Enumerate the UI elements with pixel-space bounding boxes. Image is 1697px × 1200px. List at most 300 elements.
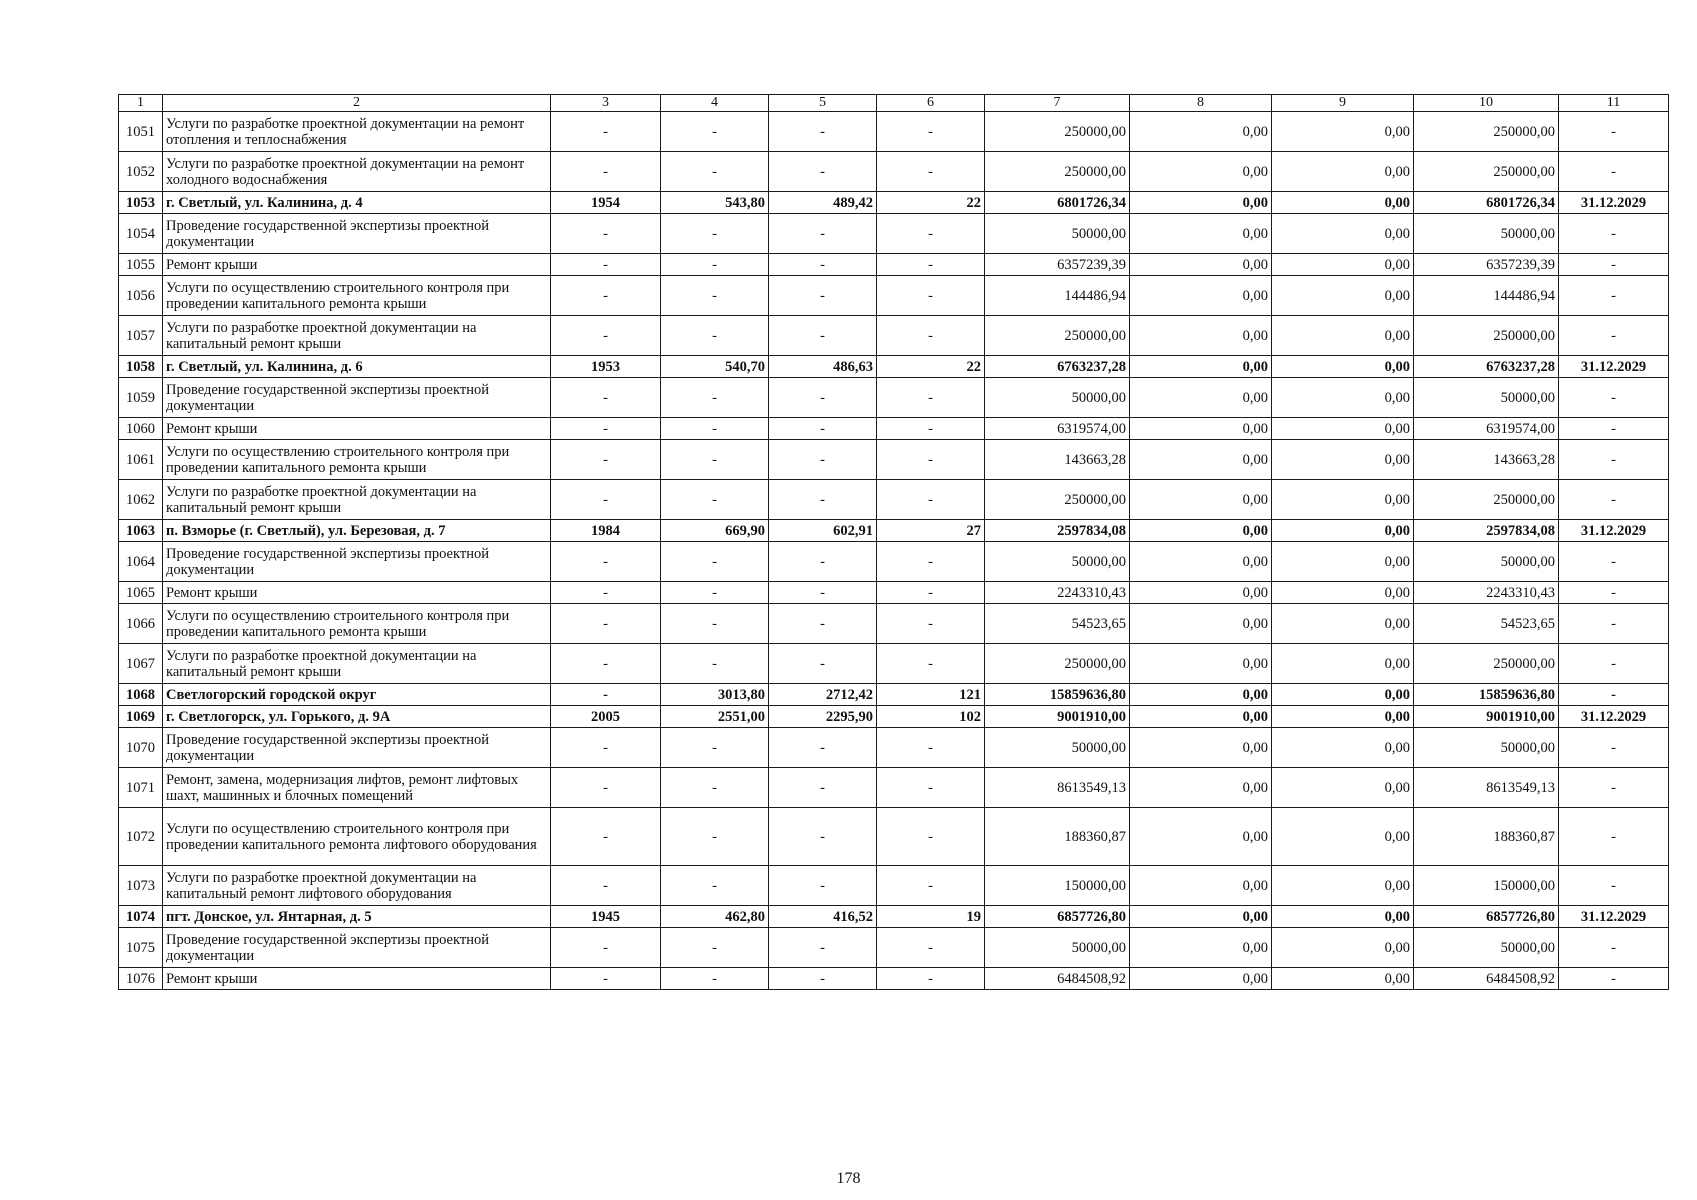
row-number: 1053 [119,192,163,214]
deadline-cell: - [1559,928,1669,968]
residents-cell: - [877,542,985,582]
item-name: Услуги по разработке проектной документации на капитальный ремонт крыши [163,316,551,356]
residents-cell: 27 [877,520,985,542]
residents-cell: - [877,768,985,808]
column-header: 3 [551,95,661,112]
row-number: 1052 [119,152,163,192]
area-total-cell: - [661,604,769,644]
owners-cell: 6763237,28 [1414,356,1559,378]
residents-cell: - [877,968,985,990]
column-header: 11 [1559,95,1669,112]
budget-cell: 0,00 [1272,276,1414,316]
area-living-cell: - [769,152,877,192]
budget-cell: 0,00 [1272,968,1414,990]
residents-cell: - [877,214,985,254]
budget-cell: 0,00 [1272,440,1414,480]
area-living-cell: 2712,42 [769,684,877,706]
row-number: 1057 [119,316,163,356]
owners-cell: 15859636,80 [1414,684,1559,706]
residents-cell: - [877,644,985,684]
deadline-cell: - [1559,440,1669,480]
year-cell: - [551,254,661,276]
residents-cell: 22 [877,192,985,214]
budget-cell: 0,00 [1272,866,1414,906]
year-cell: 1954 [551,192,661,214]
area-living-cell: - [769,440,877,480]
owners-cell: 2597834,08 [1414,520,1559,542]
item-name: Ремонт крыши [163,418,551,440]
budget-cell: 0,00 [1272,906,1414,928]
budget-cell: 0,00 [1272,520,1414,542]
area-living-cell: - [769,928,877,968]
table-row [119,644,1669,684]
cost-total-cell: 6484508,92 [985,968,1130,990]
budget-cell: 0,00 [1272,214,1414,254]
cost-total-cell: 6319574,00 [985,418,1130,440]
item-name: г. Светлогорск, ул. Горького, д. 9А [163,706,551,728]
row-number: 1069 [119,706,163,728]
fund-cell: 0,00 [1130,866,1272,906]
area-living-cell: - [769,808,877,866]
area-total-cell: - [661,968,769,990]
fund-cell: 0,00 [1130,356,1272,378]
year-cell: 1953 [551,356,661,378]
table-row [119,112,1669,152]
table-row [119,808,1669,866]
row-number: 1060 [119,418,163,440]
owners-cell: 8613549,13 [1414,768,1559,808]
cost-total-cell: 150000,00 [985,866,1130,906]
deadline-cell: - [1559,112,1669,152]
data-table [118,94,1669,990]
area-living-cell: - [769,480,877,520]
item-name: Услуги по разработке проектной документации на ремонт отопления и теплоснабжения [163,112,551,152]
deadline-cell: - [1559,582,1669,604]
cost-total-cell: 50000,00 [985,928,1130,968]
budget-cell: 0,00 [1272,542,1414,582]
owners-cell: 54523,65 [1414,604,1559,644]
fund-cell: 0,00 [1130,440,1272,480]
fund-cell: 0,00 [1130,968,1272,990]
area-total-cell: - [661,928,769,968]
deadline-cell: - [1559,542,1669,582]
owners-cell: 144486,94 [1414,276,1559,316]
column-header: 4 [661,95,769,112]
item-name: Ремонт крыши [163,582,551,604]
budget-cell: 0,00 [1272,644,1414,684]
residents-cell: - [877,418,985,440]
year-cell: - [551,684,661,706]
table-row [119,928,1669,968]
row-number: 1055 [119,254,163,276]
year-cell: - [551,480,661,520]
table-row [119,356,1669,378]
budget-cell: 0,00 [1272,706,1414,728]
deadline-cell: 31.12.2029 [1559,192,1669,214]
deadline-cell: - [1559,254,1669,276]
year-cell: - [551,928,661,968]
residents-cell: - [877,254,985,276]
fund-cell: 0,00 [1130,378,1272,418]
row-number: 1072 [119,808,163,866]
cost-total-cell: 15859636,80 [985,684,1130,706]
area-total-cell: 543,80 [661,192,769,214]
table-row [119,418,1669,440]
year-cell: - [551,152,661,192]
deadline-cell: - [1559,378,1669,418]
deadline-cell: 31.12.2029 [1559,356,1669,378]
fund-cell: 0,00 [1130,542,1272,582]
fund-cell: 0,00 [1130,214,1272,254]
item-name: г. Светлый, ул. Калинина, д. 4 [163,192,551,214]
item-name: Услуги по осуществлению строительного контроля при проведении капитального ремонта крыши [163,276,551,316]
deadline-cell: - [1559,480,1669,520]
row-number: 1071 [119,768,163,808]
row-number: 1051 [119,112,163,152]
cost-total-cell: 250000,00 [985,644,1130,684]
table-row [119,604,1669,644]
year-cell: - [551,316,661,356]
residents-cell: - [877,604,985,644]
cost-total-cell: 250000,00 [985,152,1130,192]
area-living-cell: - [769,768,877,808]
residents-cell: - [877,316,985,356]
item-name: Услуги по разработке проектной документации на ремонт холодного водоснабжения [163,152,551,192]
document-sheet [118,94,1668,1140]
budget-cell: 0,00 [1272,316,1414,356]
fund-cell: 0,00 [1130,276,1272,316]
deadline-cell: 31.12.2029 [1559,906,1669,928]
area-living-cell: 602,91 [769,520,877,542]
cost-total-cell: 6763237,28 [985,356,1130,378]
column-header: 10 [1414,95,1559,112]
year-cell: - [551,604,661,644]
item-name: Проведение государственной экспертизы проектной документации [163,214,551,254]
table-row [119,684,1669,706]
row-number: 1061 [119,440,163,480]
row-number: 1063 [119,520,163,542]
cost-total-cell: 143663,28 [985,440,1130,480]
year-cell: - [551,542,661,582]
owners-cell: 250000,00 [1414,480,1559,520]
year-cell: - [551,378,661,418]
page-number: 178 [836,1170,861,1187]
item-name: Услуги по осуществлению строительного контроля при проведении капитального ремонта лифтового оборудования [163,808,551,866]
year-cell: - [551,866,661,906]
area-total-cell: 2551,00 [661,706,769,728]
row-number: 1076 [119,968,163,990]
item-name: Ремонт крыши [163,968,551,990]
owners-cell: 2243310,43 [1414,582,1559,604]
column-header: 6 [877,95,985,112]
table-row [119,768,1669,808]
deadline-cell: - [1559,808,1669,866]
table-row [119,254,1669,276]
budget-cell: 0,00 [1272,152,1414,192]
fund-cell: 0,00 [1130,418,1272,440]
cost-total-cell: 6357239,39 [985,254,1130,276]
area-total-cell: - [661,112,769,152]
area-living-cell: - [769,604,877,644]
budget-cell: 0,00 [1272,112,1414,152]
year-cell: - [551,808,661,866]
budget-cell: 0,00 [1272,356,1414,378]
owners-cell: 50000,00 [1414,542,1559,582]
row-number: 1054 [119,214,163,254]
row-number: 1065 [119,582,163,604]
budget-cell: 0,00 [1272,684,1414,706]
year-cell: - [551,418,661,440]
owners-cell: 250000,00 [1414,316,1559,356]
year-cell: - [551,214,661,254]
item-name: Услуги по осуществлению строительного контроля при проведении капитального ремонта крыши [163,604,551,644]
budget-cell: 0,00 [1272,192,1414,214]
year-cell: 1984 [551,520,661,542]
area-living-cell: - [769,112,877,152]
fund-cell: 0,00 [1130,480,1272,520]
area-total-cell: 462,80 [661,906,769,928]
fund-cell: 0,00 [1130,644,1272,684]
item-name: Услуги по разработке проектной документации на капитальный ремонт крыши [163,644,551,684]
area-total-cell: 540,70 [661,356,769,378]
area-living-cell: - [769,582,877,604]
owners-cell: 250000,00 [1414,644,1559,684]
area-total-cell: 669,90 [661,520,769,542]
owners-cell: 150000,00 [1414,866,1559,906]
area-total-cell: - [661,644,769,684]
table-body [119,95,1669,990]
column-header: 7 [985,95,1130,112]
item-name: Светлогорский городской округ [163,684,551,706]
area-living-cell: 486,63 [769,356,877,378]
fund-cell: 0,00 [1130,706,1272,728]
column-header: 5 [769,95,877,112]
budget-cell: 0,00 [1272,480,1414,520]
item-name: Проведение государственной экспертизы проектной документации [163,928,551,968]
fund-cell: 0,00 [1130,906,1272,928]
owners-cell: 6484508,92 [1414,968,1559,990]
row-number: 1073 [119,866,163,906]
table-row [119,378,1669,418]
area-total-cell: 3013,80 [661,684,769,706]
residents-cell: 102 [877,706,985,728]
fund-cell: 0,00 [1130,684,1272,706]
cost-total-cell: 8613549,13 [985,768,1130,808]
owners-cell: 143663,28 [1414,440,1559,480]
row-number: 1056 [119,276,163,316]
table-row [119,968,1669,990]
owners-cell: 9001910,00 [1414,706,1559,728]
budget-cell: 0,00 [1272,808,1414,866]
cost-total-cell: 6857726,80 [985,906,1130,928]
table-row [119,152,1669,192]
residents-cell: - [877,728,985,768]
owners-cell: 50000,00 [1414,728,1559,768]
area-living-cell: - [769,728,877,768]
owners-cell: 6857726,80 [1414,906,1559,928]
item-name: Услуги по разработке проектной документации на капитальный ремонт крыши [163,480,551,520]
table-row [119,276,1669,316]
budget-cell: 0,00 [1272,604,1414,644]
area-total-cell: - [661,582,769,604]
area-total-cell: - [661,276,769,316]
fund-cell: 0,00 [1130,768,1272,808]
budget-cell: 0,00 [1272,768,1414,808]
deadline-cell: - [1559,214,1669,254]
area-living-cell: - [769,276,877,316]
fund-cell: 0,00 [1130,728,1272,768]
area-living-cell: 489,42 [769,192,877,214]
cost-total-cell: 50000,00 [985,542,1130,582]
area-total-cell: - [661,316,769,356]
item-name: Проведение государственной экспертизы проектной документации [163,378,551,418]
owners-cell: 50000,00 [1414,214,1559,254]
area-living-cell: - [769,214,877,254]
row-number: 1075 [119,928,163,968]
deadline-cell: - [1559,728,1669,768]
column-header: 1 [119,95,163,112]
residents-cell: - [877,582,985,604]
fund-cell: 0,00 [1130,604,1272,644]
table-row [119,582,1669,604]
table-row [119,906,1669,928]
year-cell: - [551,728,661,768]
area-total-cell: - [661,480,769,520]
table-row [119,440,1669,480]
cost-total-cell: 50000,00 [985,378,1130,418]
row-number: 1058 [119,356,163,378]
budget-cell: 0,00 [1272,928,1414,968]
cost-total-cell: 50000,00 [985,728,1130,768]
header-row [119,95,1669,112]
area-total-cell: - [661,728,769,768]
area-living-cell: - [769,542,877,582]
area-living-cell: - [769,968,877,990]
table-row [119,316,1669,356]
residents-cell: - [877,378,985,418]
item-name: Ремонт, замена, модернизация лифтов, ремонт лифтовых шахт, машинных и блочных помещений [163,768,551,808]
fund-cell: 0,00 [1130,316,1272,356]
residents-cell: - [877,808,985,866]
fund-cell: 0,00 [1130,254,1272,276]
residents-cell: - [877,440,985,480]
deadline-cell: - [1559,604,1669,644]
row-number: 1068 [119,684,163,706]
cost-total-cell: 188360,87 [985,808,1130,866]
residents-cell: - [877,928,985,968]
deadline-cell: - [1559,644,1669,684]
year-cell: - [551,644,661,684]
cost-total-cell: 9001910,00 [985,706,1130,728]
table-row [119,520,1669,542]
table-row [119,706,1669,728]
table-row [119,866,1669,906]
deadline-cell: - [1559,768,1669,808]
table-row [119,542,1669,582]
cost-total-cell: 250000,00 [985,112,1130,152]
year-cell: - [551,968,661,990]
residents-cell: - [877,112,985,152]
owners-cell: 250000,00 [1414,152,1559,192]
fund-cell: 0,00 [1130,928,1272,968]
owners-cell: 6319574,00 [1414,418,1559,440]
fund-cell: 0,00 [1130,582,1272,604]
year-cell: - [551,582,661,604]
cost-total-cell: 250000,00 [985,316,1130,356]
budget-cell: 0,00 [1272,582,1414,604]
residents-cell: - [877,480,985,520]
residents-cell: - [877,276,985,316]
deadline-cell: - [1559,152,1669,192]
column-header: 8 [1130,95,1272,112]
area-total-cell: - [661,768,769,808]
row-number: 1066 [119,604,163,644]
row-number: 1070 [119,728,163,768]
area-living-cell: - [769,254,877,276]
area-living-cell: 416,52 [769,906,877,928]
residents-cell: 121 [877,684,985,706]
table-row [119,214,1669,254]
row-number: 1059 [119,378,163,418]
cost-total-cell: 144486,94 [985,276,1130,316]
year-cell: - [551,768,661,808]
owners-cell: 250000,00 [1414,112,1559,152]
cost-total-cell: 50000,00 [985,214,1130,254]
area-total-cell: - [661,440,769,480]
deadline-cell: - [1559,316,1669,356]
cost-total-cell: 250000,00 [985,480,1130,520]
cost-total-cell: 6801726,34 [985,192,1130,214]
table-row [119,480,1669,520]
owners-cell: 6801726,34 [1414,192,1559,214]
year-cell: - [551,112,661,152]
item-name: Проведение государственной экспертизы проектной документации [163,728,551,768]
year-cell: - [551,276,661,316]
area-total-cell: - [661,542,769,582]
area-living-cell: - [769,644,877,684]
column-header: 2 [163,95,551,112]
fund-cell: 0,00 [1130,192,1272,214]
fund-cell: 0,00 [1130,112,1272,152]
residents-cell: 22 [877,356,985,378]
cost-total-cell: 2243310,43 [985,582,1130,604]
item-name: Услуги по разработке проектной документации на капитальный ремонт лифтового оборудования [163,866,551,906]
year-cell: 2005 [551,706,661,728]
owners-cell: 50000,00 [1414,378,1559,418]
deadline-cell: - [1559,866,1669,906]
area-total-cell: - [661,866,769,906]
item-name: пгт. Донское, ул. Янтарная, д. 5 [163,906,551,928]
deadline-cell: 31.12.2029 [1559,520,1669,542]
deadline-cell: - [1559,276,1669,316]
year-cell: 1945 [551,906,661,928]
row-number: 1064 [119,542,163,582]
area-living-cell: - [769,866,877,906]
table-row [119,728,1669,768]
owners-cell: 188360,87 [1414,808,1559,866]
area-living-cell: - [769,378,877,418]
area-total-cell: - [661,152,769,192]
area-total-cell: - [661,418,769,440]
column-header: 9 [1272,95,1414,112]
cost-total-cell: 54523,65 [985,604,1130,644]
owners-cell: 6357239,39 [1414,254,1559,276]
fund-cell: 0,00 [1130,152,1272,192]
deadline-cell: 31.12.2029 [1559,706,1669,728]
budget-cell: 0,00 [1272,254,1414,276]
row-number: 1062 [119,480,163,520]
deadline-cell: - [1559,968,1669,990]
